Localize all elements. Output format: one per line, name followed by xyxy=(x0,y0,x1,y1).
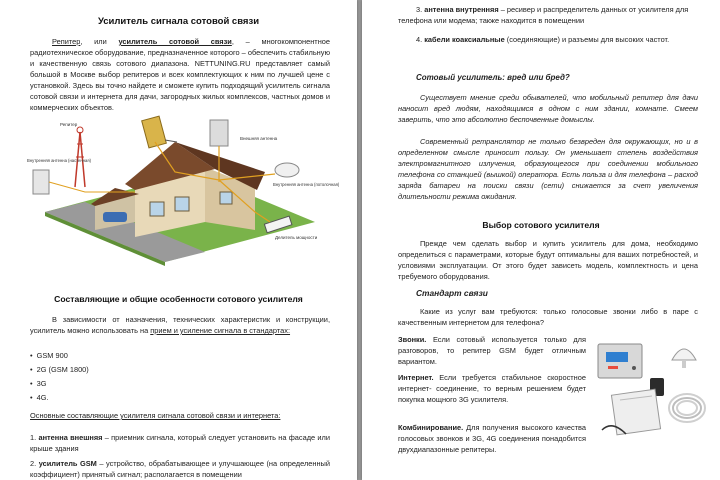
standards-link[interactable]: прием и усиление сигнала в стандартах: xyxy=(150,326,291,335)
repeater-box-icon xyxy=(598,344,642,378)
repeater-kit-image xyxy=(592,330,712,442)
harm-paragraph-2: Современный ретранслятор не только безвреден для окружающих, но и в определенном смысле приносит пользу. Он уменьшает степень воздействия электромагнитного излучения, образующегося при соединении мобильного телефона со станцией (вышкой) оператора. Есть польза и для телефона – расход заряда батареи на поиски связи (сети) снижается за счет увеличения длительности режима ожидания. xyxy=(398,137,698,201)
choice-section-title: Выбор сотового усилителя xyxy=(482,220,600,230)
combination-paragraph: Комбинирование. Для получения высокого качества голосовых звонков и 3G, 4G соединения понадобится двухдиапазонные репитеры. xyxy=(398,423,586,454)
standard-item-0: • GSM 900 xyxy=(30,350,68,361)
choice-paragraph: Прежде чем сделать выбор и купить усилитель для дома, необходимо определиться с параметрами, которые будут оптимальны для ваших потребностей, и условиями эксплуатации. От этого будет зависеть модель, комплектность и цена требуемого оборудования. xyxy=(398,239,698,281)
standard-paragraph: Какие из услуг вам требуются: только голосовые звонки либо в паре с качественным интернетом для телефона? xyxy=(398,307,698,327)
standard-item-2: • 3G xyxy=(30,378,46,389)
section-title-components: Составляющие и общие особенности сотового усилителя xyxy=(54,294,303,304)
document-page-right xyxy=(362,0,720,480)
cell-tower-icon xyxy=(75,127,85,187)
components-heading: Основные составляющие усилителя сигнала сотовой связи и интернета: xyxy=(30,411,281,420)
calls-paragraph: Звонки. Если сотовый используется только для разговоров, то репитер GSM будет отличным вариантом. xyxy=(398,335,586,366)
dome-antenna-icon xyxy=(672,349,696,368)
ceiling-antenna-icon xyxy=(275,163,299,177)
component-item-4: 4. кабели коаксиальные (соединяющие) и разъемы для высоких частот. xyxy=(416,35,670,44)
harm-section-title: Сотовый усилитель: вред или бред? xyxy=(416,73,570,82)
repeater-link[interactable]: Репитер xyxy=(52,37,81,46)
label-repeater: Репитер xyxy=(60,122,78,127)
standard-subtitle: Стандарт связи xyxy=(416,288,488,298)
usage-paragraph: В зависимости от назначения, технических характеристик и конструкции, усилитель можно использовать на прием и усиление сигнала в стандартах: xyxy=(30,315,330,335)
label-indoor-antenna: Внутренняя антенна (настенная) xyxy=(27,158,92,163)
cable-coil-icon xyxy=(669,394,705,422)
standard-item-1: • 2G (GSM 1800) xyxy=(30,364,89,375)
page-title: Усилитель сигнала сотовой связи xyxy=(97,16,260,27)
label-splitter: Делитель мощности xyxy=(275,235,318,240)
harm-paragraph-1: Существует мнение среди обывателей, что мобильный репитер для дачи наносит вред людям, находящимся в одном с ним здании, комнате. Смеем заверить, что это абсолютно беспочвенные домыслы. xyxy=(398,93,698,124)
label-indoor-antenna-ceiling: Внутренняя антенна (потолочная) xyxy=(273,182,340,187)
component-item-2: 2. усилитель GSM – устройство, обрабатывающее и улучшающее (на определенный коэффициент) принятый сигнал; располагается в помещении xyxy=(30,459,330,479)
component-item-1: 1. антенна внешняя – приемник сигнала, который следует установить на фасаде или крыше здания xyxy=(30,433,330,453)
label-outdoor-antenna: Внешняя антенна xyxy=(240,136,278,141)
internet-paragraph: Интернет. Если требуется стабильное скоростное интернет- соединение, то верным решением будет покупка мощного 3G усилителя. xyxy=(398,373,586,404)
outdoor-antenna-icon xyxy=(142,116,167,148)
document-page-left xyxy=(0,0,357,480)
cell-amplifier-link[interactable]: усилитель сотовой связи xyxy=(118,37,232,46)
car-shape xyxy=(103,212,127,222)
repeater-device-icon xyxy=(210,120,228,146)
standard-item-3: • 4G. xyxy=(30,392,49,403)
house-diagram-image xyxy=(25,112,340,262)
wall-antenna-icon xyxy=(33,170,49,194)
intro-paragraph: Репитер, или усилитель сотовой связи, – многокомпонентное радиотехническое оборудование, предназначенное которого – обеспечить стабильную и качественную связь сотового диапазона. NETTUNING.RU представляет самый большой в Москве выбор репитеров и всех комплектующих к ним по лучшей цене с установкой. Здесь вы точно найдете и сможете купить подходящий усилитель сигнала сотовой связи и интернета для дачи, загородных жилых комплексов, частных домов и коммерческих объектов. xyxy=(30,37,330,112)
component-item-3: 3. антенна внутренняя – ресивер и распределитель данных от усилителя для телефона или модема; также находится в помещении xyxy=(398,5,689,25)
